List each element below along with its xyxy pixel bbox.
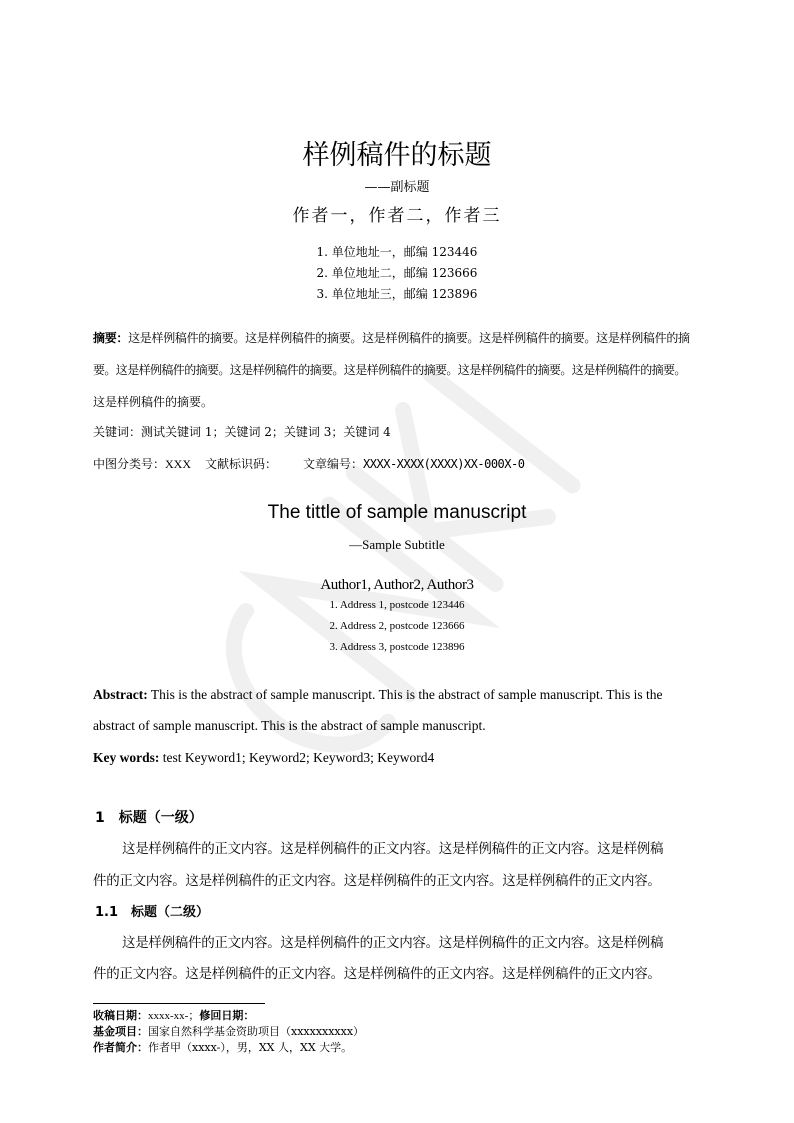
keywords-text: 测试关键词 1；关键词 2；关键词 3；关键词 4 bbox=[141, 425, 391, 439]
abstract-text: abstract of sample manuscript. This is the abstract of sample manuscript. bbox=[93, 718, 486, 733]
cn-keywords bbox=[93, 425, 391, 439]
fund-label: 基金项目： bbox=[93, 1025, 148, 1038]
heading-level-2: 1.1 标题（二级） bbox=[95, 905, 210, 920]
footnote-author bbox=[93, 1041, 352, 1054]
abstract-label: Abstract: bbox=[93, 687, 148, 702]
keywords-text: test Keyword1; Keyword2; Keyword3; Keyword4 bbox=[159, 750, 435, 765]
cn-title: 样例稿件的标题 bbox=[302, 140, 492, 171]
en-address: 1. Address 1, postcode 123446 bbox=[329, 599, 465, 611]
en-abstract bbox=[93, 687, 663, 703]
en-subtitle: —Sample Subtitle bbox=[349, 537, 445, 552]
clc-label: 中图分类号： bbox=[93, 457, 166, 471]
cn-address: 1. 单位地址一，邮编 123446 bbox=[316, 245, 478, 259]
cn-address: 3. 单位地址三，邮编 123896 bbox=[316, 287, 478, 301]
keywords-label: 关键词： bbox=[93, 425, 142, 439]
cn-classification bbox=[93, 457, 524, 471]
en-keywords bbox=[93, 750, 434, 766]
en-authors: Author1, Author2, Author3 bbox=[320, 577, 474, 593]
cn-authors: 作者一，作者二，作者三 bbox=[292, 206, 502, 226]
body-paragraph: 这是样例稿件的正文内容。这是样例稿件的正文内容。这是样例稿件的正文内容。这是样例稿 bbox=[122, 841, 664, 857]
cn-subtitle: ——副标题 bbox=[364, 180, 430, 195]
footnote-received bbox=[93, 1009, 254, 1023]
cn-abstract bbox=[93, 331, 690, 345]
author-label: 作者简介： bbox=[93, 1041, 148, 1054]
clc-value: XXX bbox=[165, 457, 192, 471]
abstract-text: 这是样例稿件的摘要。 bbox=[93, 395, 214, 409]
footnote-divider bbox=[93, 1003, 265, 1004]
revised-label: 修回日期： bbox=[199, 1009, 255, 1022]
abstract-text: This is the abstract of sample manuscript. This is the abstract of sample manuscript. This is the bbox=[147, 687, 663, 702]
body-paragraph: 这是样例稿件的正文内容。这是样例稿件的正文内容。这是样例稿件的正文内容。这是样例稿 bbox=[122, 935, 664, 951]
cn-address: 2. 单位地址二，邮编 123666 bbox=[316, 266, 478, 280]
abstract-label: 摘要： bbox=[93, 331, 129, 345]
en-title: The tittle of sample manuscript bbox=[267, 502, 527, 523]
article-no-label: 文章编号： bbox=[303, 457, 364, 471]
abstract-text: 要。这是样例稿件的摘要。这是样例稿件的摘要。这是样例稿件的摘要。这是样例稿件的摘要。这是样例稿件的摘要。 bbox=[93, 363, 686, 377]
author-value: 作者甲（xxxx-），男，XX 人，XX 大学。 bbox=[148, 1041, 353, 1054]
footnote-fund bbox=[93, 1025, 364, 1038]
en-address: 2. Address 2, postcode 123666 bbox=[329, 620, 465, 632]
heading-level-1: 1 标题（一级） bbox=[95, 810, 203, 826]
body-paragraph: 件的正文内容。这是样例稿件的正文内容。这是样例稿件的正文内容。这是样例稿件的正文内容。 bbox=[93, 873, 661, 889]
keywords-label: Key words: bbox=[93, 750, 160, 765]
received-label: 收稿日期： bbox=[93, 1009, 148, 1022]
en-address: 3. Address 3, postcode 123896 bbox=[329, 641, 465, 653]
abstract-text: 这是样例稿件的摘要。这是样例稿件的摘要。这是样例稿件的摘要。这是样例稿件的摘要。这是样例稿件的摘 bbox=[128, 331, 690, 345]
fund-value: 国家自然科学基金资助项目（xxxxxxxxxx） bbox=[148, 1025, 365, 1038]
received-value: xxxx-xx-； bbox=[148, 1010, 200, 1022]
body-paragraph: 件的正文内容。这是样例稿件的正文内容。这是样例稿件的正文内容。这是样例稿件的正文内容。 bbox=[93, 966, 661, 982]
article-no-value: XXXX-XXXX(XXXX)XX-000X-0 bbox=[363, 457, 525, 471]
doc-code-label: 文献标识码： bbox=[205, 457, 278, 471]
